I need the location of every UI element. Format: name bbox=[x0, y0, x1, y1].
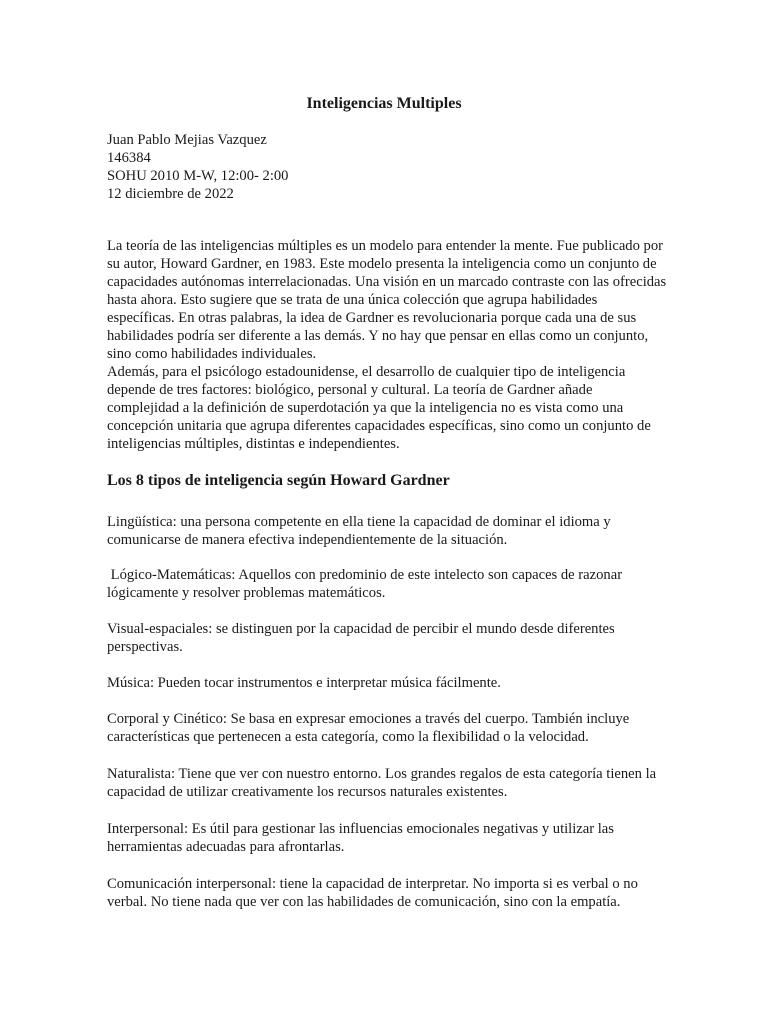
intelligence-type-interpersonal: Interpersonal: Es útil para gestionar las influencias emocionales negativas y utilizar las herramientas adecuadas para afrontarlas. bbox=[107, 821, 614, 855]
intelligence-type-naturalista: Naturalista: Tiene que ver con nuestro entorno. Los grandes regalos de esta categoría tienen la capacidad de utilizar creativamente los recursos naturales existentes. bbox=[107, 766, 657, 800]
intro-paragraph: Además, para el psicólogo estadounidense, el desarrollo de cualquier tipo de inteligencia depende de tres factores: biológico, personal y cultural. La teoría de Gardner añade complejidad a la definición de superdotación ya que la inteligencia no es vista como una concepción unitaria que agrupa diferentes capacidades específicas, sino como un conjunto de inteligencias múltiples, distintas e independientes. bbox=[107, 364, 651, 452]
document-title: Inteligencias Multiples bbox=[306, 95, 462, 112]
intelligence-type-musica: Música: Pueden tocar instrumentos e interpretar música fácilmente. bbox=[107, 675, 501, 691]
intro-paragraph: La teoría de las inteligencias múltiples es un modelo para entender la mente. Fue publicado por su autor, Howard Gardner, en 1983. Este modelo presenta la inteligencia como un conjunto de capacidades autónomas interrelacionadas. Una visión en un marcado contraste con las ofrecidas hasta ahora. Esto sugiere que se trata de una única colección que agrupa habilidades específicas. En otras palabras, la idea de Gardner es revolucionaria porque cada una de sus habilidades podría ser diferente a las demás. Y no hay que pensar en ellas como un conjunto, sino como habilidades individuales. bbox=[107, 238, 667, 362]
intelligence-type-visual-espacial: Visual-espaciales: se distinguen por la capacidad de percibir el mundo desde diferentes perspectivas. bbox=[107, 621, 615, 655]
intelligence-type-comunicacion: Comunicación interpersonal: tiene la capacidad de interpretar. No importa si es verbal o no verbal. No tiene nada que ver con las habilidades de comunicación, sino con la empatía. bbox=[107, 876, 638, 910]
section-heading: Los 8 tipos de inteligencia según Howard Gardner bbox=[107, 472, 450, 489]
author-name: Juan Pablo Mejias Vazquez bbox=[107, 132, 267, 148]
course-info: SOHU 2010 M-W, 12:00- 2:00 bbox=[107, 168, 289, 184]
student-id: 146384 bbox=[107, 150, 151, 166]
intro-section bbox=[107, 237, 667, 453]
author-info bbox=[107, 131, 667, 203]
intelligence-type-logico-matematica: Lógico-Matemáticas: Aquellos con predominio de este intelecto son capaces de razonar lógicamente y resolver problemas matemáticos. bbox=[107, 567, 626, 601]
intelligence-type-linguistica: Lingüística: una persona competente en ella tiene la capacidad de dominar el idioma y comunicarse de manera efectiva independientemente de la situación. bbox=[107, 514, 611, 548]
document-date: 12 diciembre de 2022 bbox=[107, 186, 234, 202]
intelligence-type-corporal: Corporal y Cinético: Se basa en expresar emociones a través del cuerpo. También incluye características que pertenecen a esta categoría, como la flexibilidad o la velocidad. bbox=[107, 711, 630, 745]
